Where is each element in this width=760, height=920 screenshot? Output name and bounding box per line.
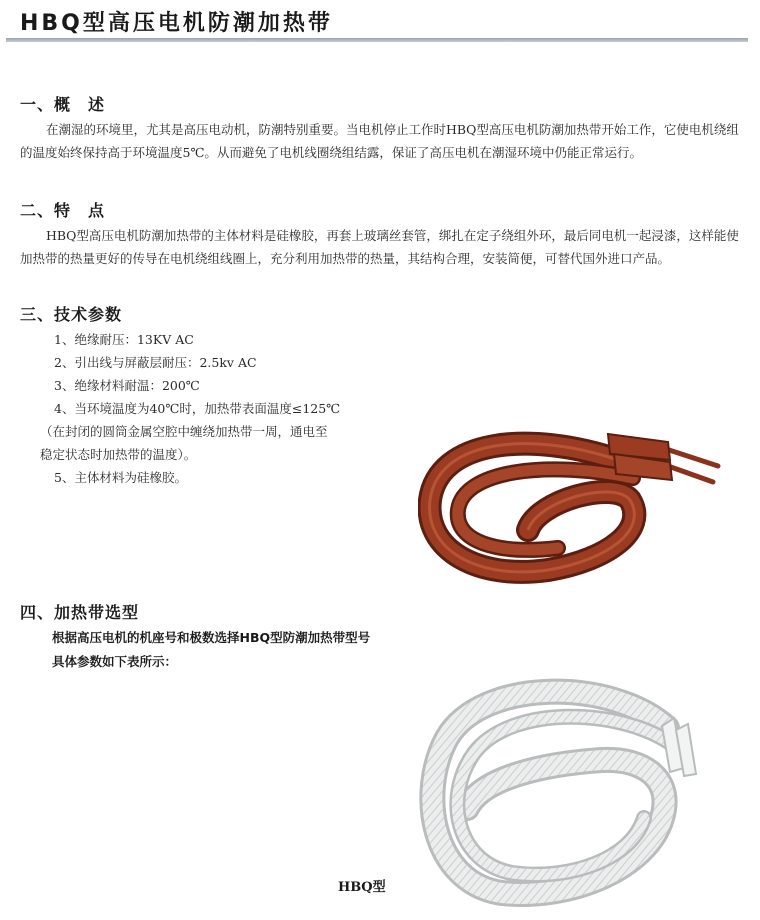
overview-text: 在潮湿的环境里，尤其是高压电动机，防潮特别重要。当电机停止工作时HBQ型高压电机防潮加热带开始工作，它使电机绕组的温度始终保持高于环境温度5℃。从而避免了电机线圈绕组结露，保证了高压电机在潮湿环境中仍能正常运行。 <box>20 122 739 160</box>
title-divider <box>6 38 748 42</box>
spec-item: 2、引出线与屏蔽层耐压：2.5kv AC <box>54 355 257 370</box>
spec-item: 5、主体材料为硅橡胶。 <box>54 470 187 485</box>
spec-item: 3、绝缘材料耐温：200℃ <box>54 378 200 393</box>
product-caption: HBQ型 <box>338 880 386 895</box>
spec-item-note: 稳定状态时加热带的温度）。 <box>40 447 197 462</box>
specs-list <box>40 328 384 489</box>
red-heating-band-image <box>418 420 728 590</box>
spec-item-note: （在封闭的圆筒金属空腔中缠绕加热带一周，通电至 <box>40 424 328 439</box>
spec-item: 1、绝缘耐压：13KV AC <box>54 332 194 347</box>
page-title: HBQ型高压电机防潮加热带 <box>20 11 333 36</box>
selection-line-2: 具体参数如下表所示： <box>52 654 178 669</box>
specs-heading: 三、技术参数 <box>20 305 123 324</box>
overview-heading: 一、概 述 <box>20 95 106 114</box>
selection-line-1: 根据高压电机的机座号和极数选择HBQ型防潮加热带型号 <box>52 630 371 645</box>
selection-heading: 四、加热带选型 <box>20 603 140 622</box>
features-text: HBQ型高压电机防潮加热带的主体材料是硅橡胶，再套上玻璃丝套管，绑扎在定子绕组外环，最后同电机一起浸漆，这样能使加热带的热量更好的传导在电机绕组线圈上，充分利用加热带的热量，其结构合理，安装简便，可替代国外进口产品。 <box>20 228 739 266</box>
white-heating-band-image <box>412 668 712 918</box>
features-paragraph <box>20 224 748 270</box>
spec-item: 4、当环境温度为40℃时，加热带表面温度≤125℃ <box>54 401 341 416</box>
features-heading: 二、特 点 <box>20 201 106 220</box>
overview-paragraph <box>20 118 748 164</box>
